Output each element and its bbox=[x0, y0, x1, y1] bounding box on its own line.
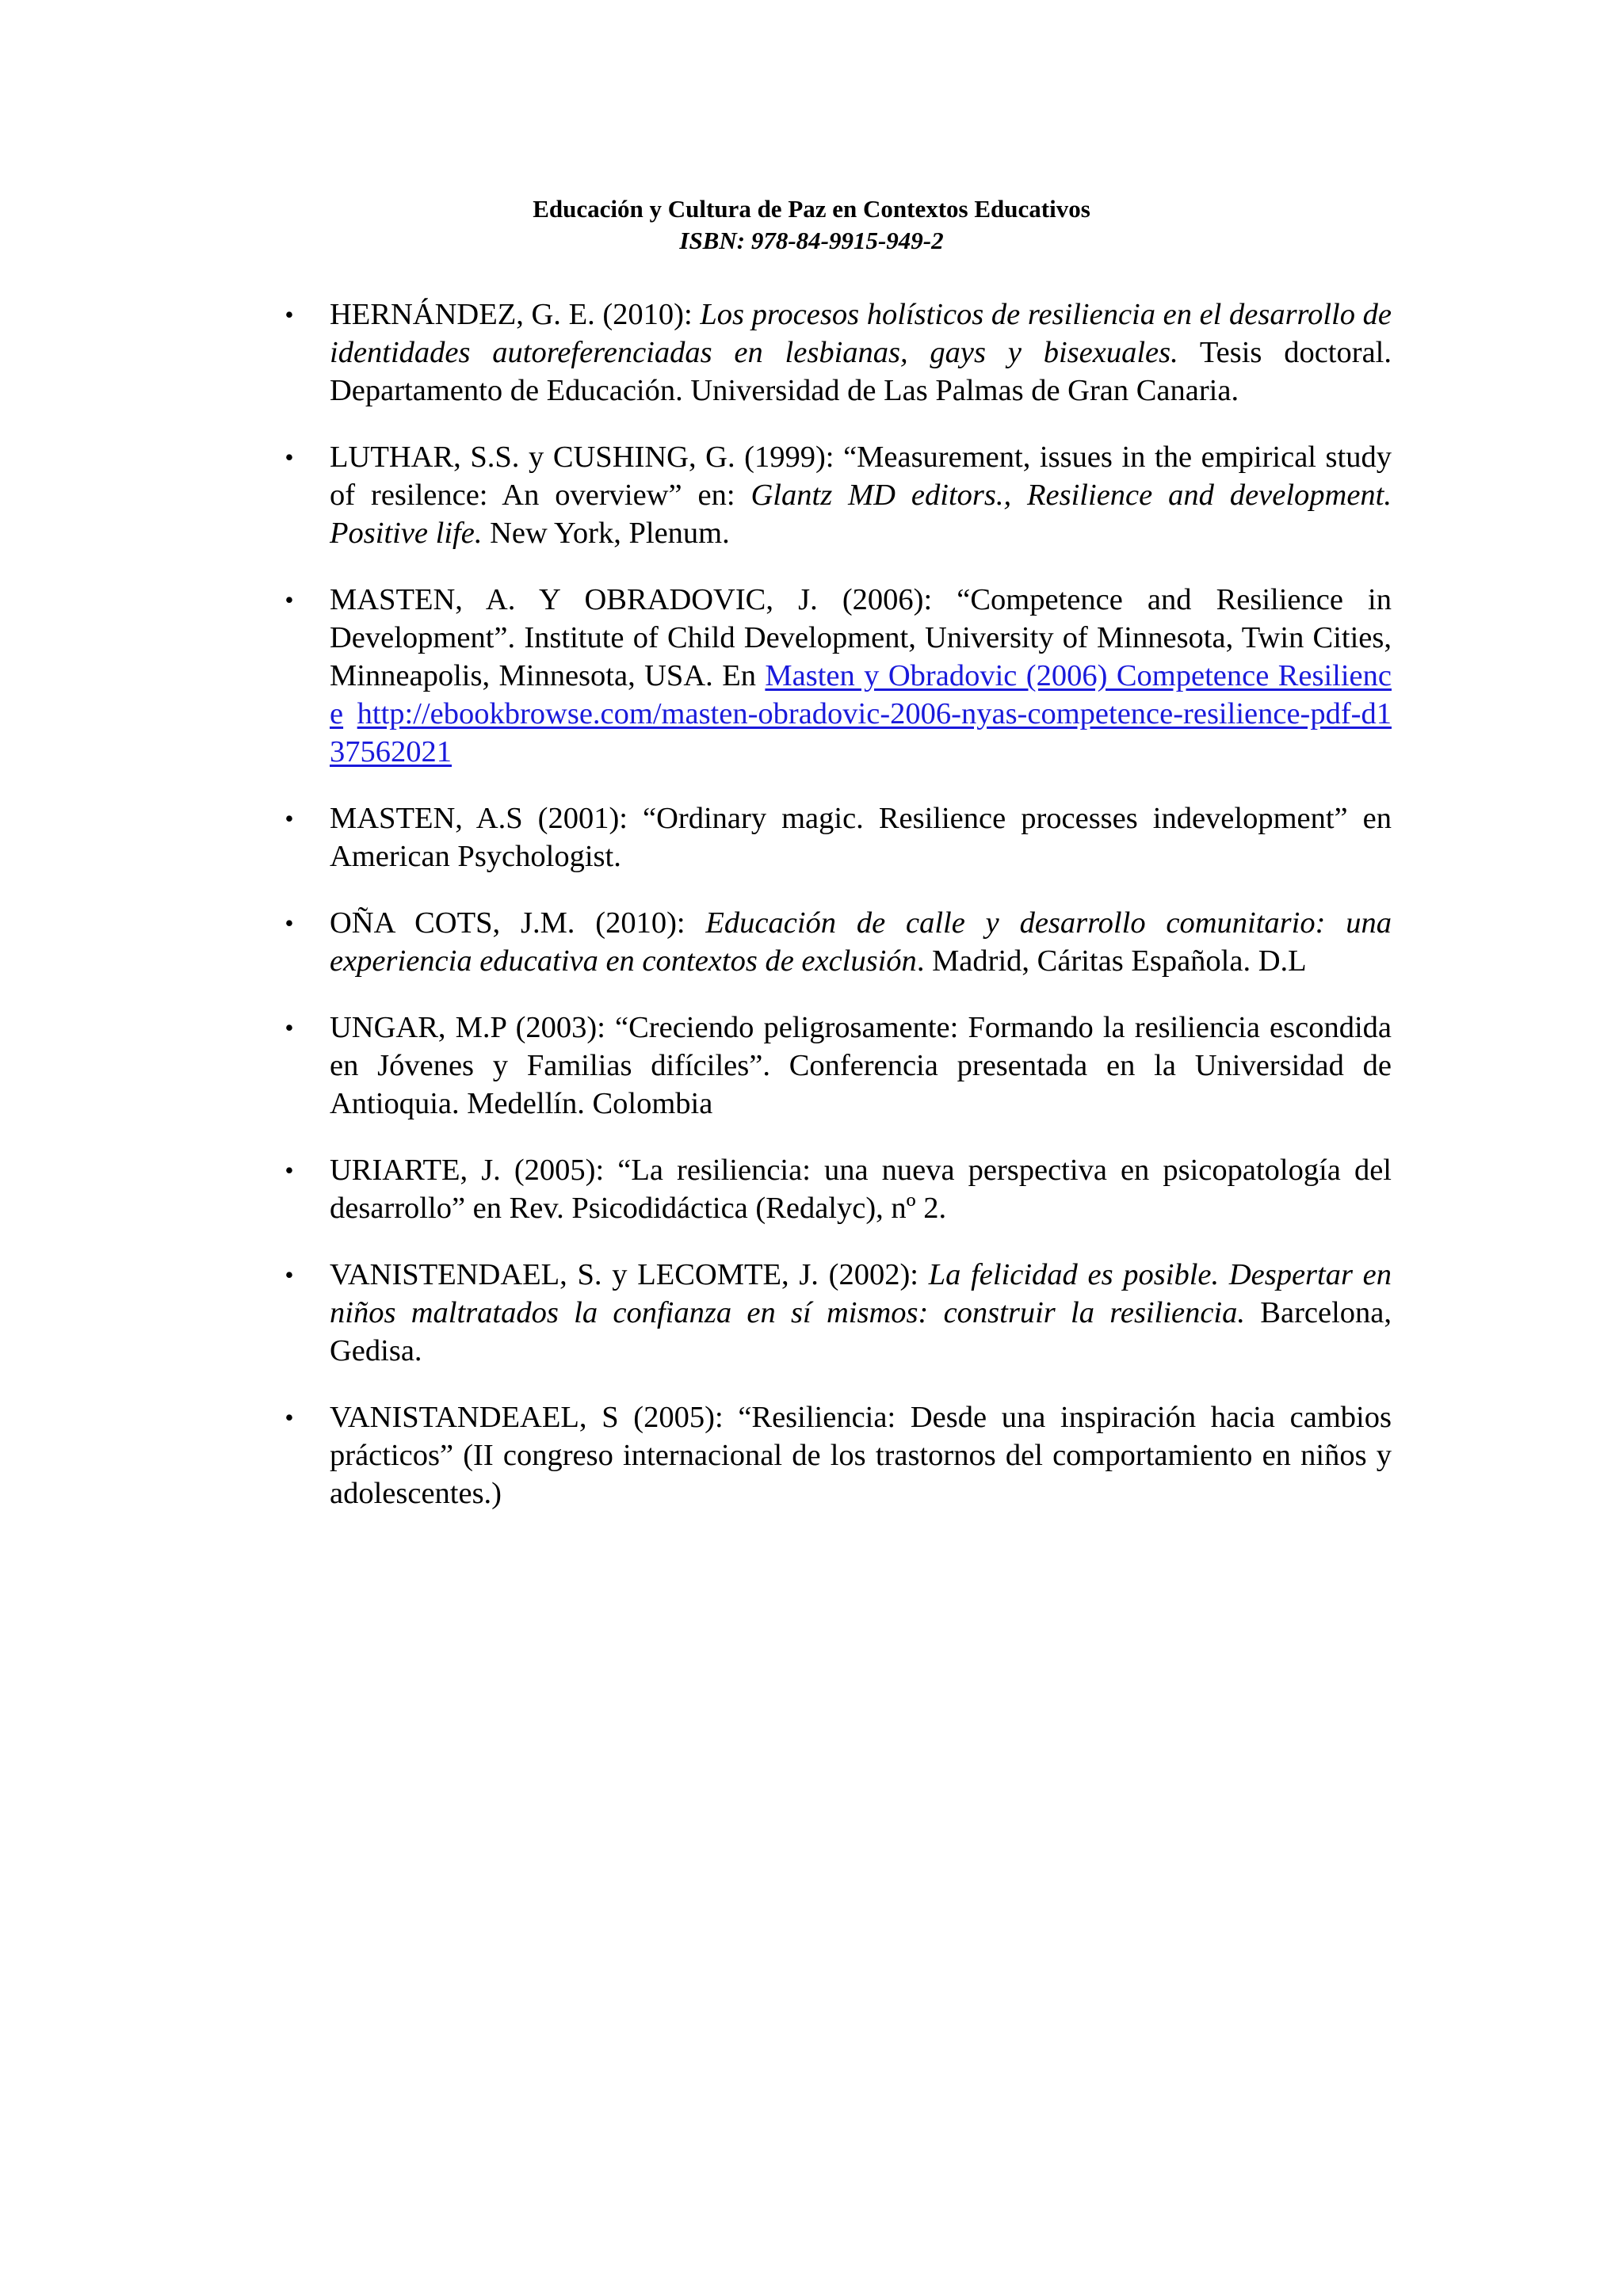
bullet-icon: • bbox=[285, 804, 294, 833]
reference-item-ungar bbox=[277, 1009, 1392, 1123]
reference-item-uriarte bbox=[277, 1151, 1392, 1227]
bullet-icon: • bbox=[285, 1156, 294, 1184]
bullet-icon: • bbox=[285, 909, 294, 937]
bullet-icon: • bbox=[285, 585, 294, 614]
reference-item-hernandez bbox=[277, 296, 1392, 410]
reference-link-title[interactable]: Masten y Obradovic (2006) Competence Resilience bbox=[330, 659, 1392, 730]
reference-title: La felicidad es posible. Despertar en niños maltratados la confianza en sí mismos: construir la resiliencia. bbox=[330, 1258, 1392, 1329]
reference-author: VANISTENDAEL, S. y LECOMTE, J. (2002): bbox=[330, 1258, 929, 1291]
bullet-icon: • bbox=[285, 1403, 294, 1432]
reference-details: Tesis doctoral. Departamento de Educación. Universidad de Las Palmas de Gran Canaria. bbox=[330, 336, 1392, 407]
reference-list bbox=[277, 296, 1392, 1541]
reference-link-url[interactable]: http://ebookbrowse.com/masten-obradovic-2006-nyas-competence-resilience-pdf-d137562021 bbox=[330, 697, 1392, 769]
reference-details: New York, Plenum. bbox=[482, 517, 730, 550]
bullet-icon: • bbox=[285, 1013, 294, 1042]
reference-text: VANISTANDEAEL, S (2005): “Resiliencia: Desde una inspiración hacia cambios prácticos” (II congreso internacional de los trastornos del comportamiento en niños y adolescentes.) bbox=[330, 1401, 1392, 1510]
reference-item-masten-obradovic bbox=[277, 581, 1392, 771]
reference-author: LUTHAR, S.S. y CUSHING, G. (1999): “Measurement, issues in the empirical study of resilence: An overview” en: bbox=[330, 441, 1392, 512]
reference-item-ona-cots bbox=[277, 904, 1392, 980]
reference-text: UNGAR, M.P (2003): “Creciendo peligrosamente: Formando la resiliencia escondida en Jóvenes y Familias difíciles”. Conferencia presentada en la Universidad de Antioquia. Medellín. Colombia bbox=[330, 1011, 1392, 1120]
reference-title: Educación de calle y desarrollo comunitario: una experiencia educativa en contextos de exclusión bbox=[330, 906, 1392, 978]
reference-title: Glantz MD editors., Resilience and development. Positive life. bbox=[330, 479, 1392, 550]
bullet-icon: • bbox=[285, 1261, 294, 1289]
bullet-icon: • bbox=[285, 300, 294, 329]
reference-author: MASTEN, A. Y OBRADOVIC, J. (2006): “Competence and Resilience in Development”. Institute of Child Development, University of Minnesota, Twin Cities, Minneapolis, Minnesota, USA. En bbox=[330, 583, 1392, 692]
reference-item-luthar bbox=[277, 438, 1392, 552]
reference-item-vanistendael-lecomte bbox=[277, 1256, 1392, 1370]
reference-title: Los procesos holísticos de resiliencia en el desarrollo de identidades autoreferenciadas en lesbianas, gays y bisexuales. bbox=[330, 298, 1392, 369]
book-title: Educación y Cultura de Paz en Contextos Educativos bbox=[533, 195, 1090, 223]
reference-text: URIARTE, J. (2005): “La resiliencia: una nueva perspectiva en psicopatología del desarrollo” en Rev. Psicodidáctica (Redalyc), nº 2. bbox=[330, 1154, 1392, 1225]
bullet-icon: • bbox=[285, 443, 294, 471]
page-header bbox=[0, 193, 1623, 257]
isbn-line: ISBN: 978-84-9915-949-2 bbox=[679, 227, 944, 254]
reference-details: . Madrid, Cáritas Española. D.L bbox=[916, 944, 1307, 978]
reference-item-masten-2001 bbox=[277, 799, 1392, 875]
reference-author: HERNÁNDEZ, G. E. (2010): bbox=[330, 298, 701, 331]
reference-details: Barcelona, Gedisa. bbox=[330, 1296, 1392, 1367]
reference-item-vanistandeael bbox=[277, 1398, 1392, 1512]
reference-text: MASTEN, A.S (2001): “Ordinary magic. Resilience processes indevelopment” en American Psychologist. bbox=[330, 802, 1392, 873]
reference-author: OÑA COTS, J.M. (2010): bbox=[330, 906, 706, 940]
